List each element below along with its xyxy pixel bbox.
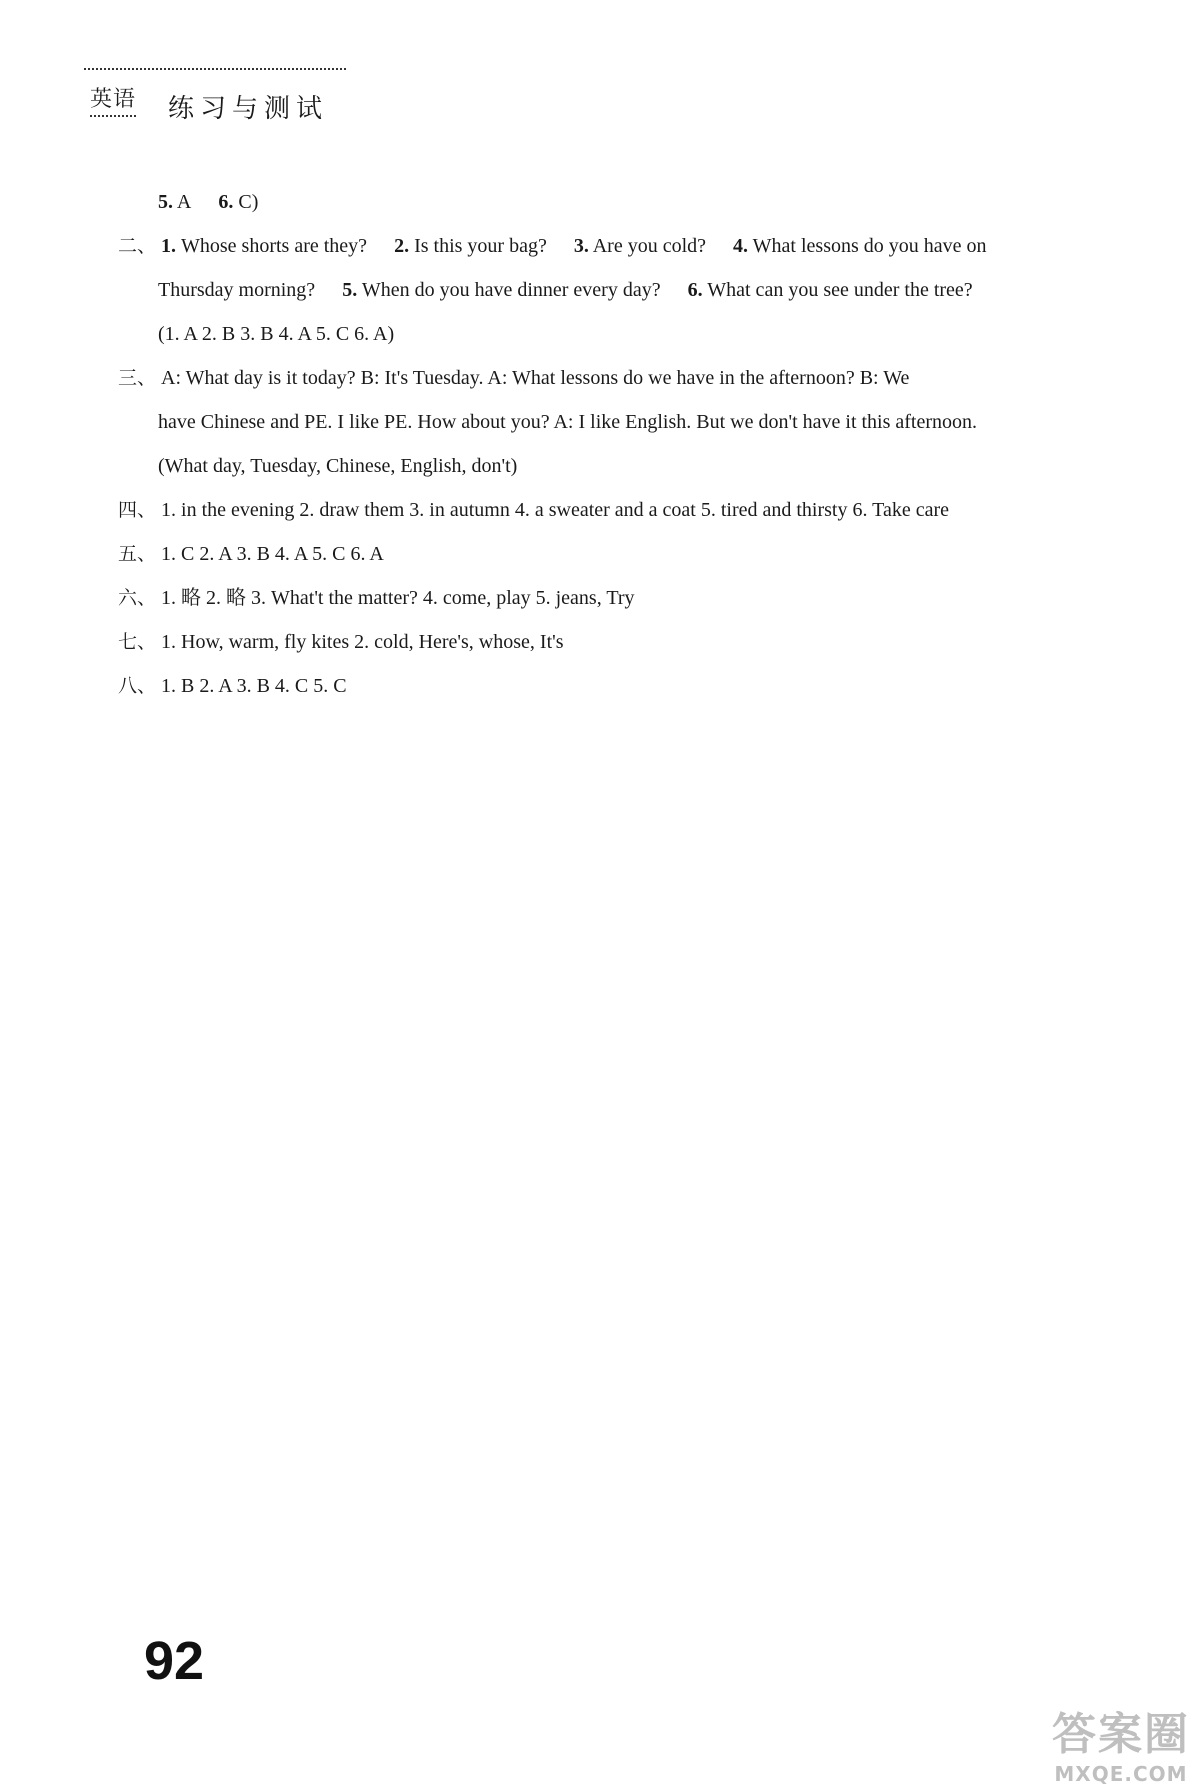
section-label: 五、 xyxy=(118,543,157,565)
item-number: 5. xyxy=(158,191,173,213)
section-answers: 1. How, warm, fly kites 2. cold, Here's, whose, It's xyxy=(161,631,564,653)
answer-content xyxy=(118,180,1148,708)
watermark-logo-text: 答案圈 xyxy=(1052,1709,1190,1760)
item-number: 5. xyxy=(342,279,358,301)
item-answer: Is this your bag? xyxy=(414,235,547,257)
item-number: 2. xyxy=(394,235,410,257)
page-number: 92 xyxy=(144,1631,205,1691)
book-title: 练习与测试 xyxy=(168,94,329,124)
header-dotted-rule xyxy=(84,68,346,70)
item-number: 6. xyxy=(218,191,234,213)
section-2-choices xyxy=(118,312,1148,356)
section-2-line-2 xyxy=(118,268,1148,312)
section-answers: 1. 略 2. 略 3. What't the matter? 4. come, play 5. jeans, Try xyxy=(161,587,635,609)
section-3-line-2 xyxy=(118,400,1148,444)
page-header xyxy=(84,68,346,124)
section-answers: 1. in the evening 2. draw them 3. in autumn 4. a sweater and a coat 5. tired and thirsty 6. Take care xyxy=(161,499,949,521)
section-7 xyxy=(118,620,1148,664)
item-answer: C) xyxy=(238,191,259,213)
section-4 xyxy=(118,488,1148,532)
item-answer: What can you see under the tree? xyxy=(707,279,973,301)
section-label: 七、 xyxy=(118,631,157,653)
section-label: 六、 xyxy=(118,587,157,609)
dialogue-text: A: What day is it today? B: It's Tuesday. A: What lessons do we have in the afternoon? B: We xyxy=(161,367,910,389)
site-watermark xyxy=(1052,1698,1190,1786)
section-6 xyxy=(118,576,1148,620)
item-number: 1. xyxy=(161,235,177,257)
section-label: 三、 xyxy=(118,367,157,389)
section-8 xyxy=(118,664,1148,708)
subject-label: 英语 xyxy=(90,82,136,117)
section-answers: 1. B 2. A 3. B 4. C 5. C xyxy=(161,675,347,697)
item-answer: Whose shorts are they? xyxy=(181,235,368,257)
section-label: 八、 xyxy=(118,675,157,697)
choice-answers: (1. A 2. B 3. B 4. A 5. C 6. A) xyxy=(158,323,395,345)
item-number: 4. xyxy=(733,235,749,257)
item-answer: Are you cold? xyxy=(592,235,707,257)
section-answers: 1. C 2. A 3. B 4. A 5. C 6. A xyxy=(161,543,384,565)
section-3-line-1 xyxy=(118,356,1148,400)
dialogue-text: have Chinese and PE. I like PE. How about you? A: I like English. But we don't have it this afternoon. xyxy=(158,411,978,433)
item-number: 6. xyxy=(687,279,703,301)
section-2-line-1 xyxy=(118,224,1148,268)
answer-line-continuation xyxy=(118,180,1148,224)
item-answer: When do you have dinner every day? xyxy=(361,279,661,301)
section-3-line-3 xyxy=(118,444,1148,488)
item-answer: A xyxy=(176,191,192,213)
watermark-url: MXQE.COM xyxy=(1054,1762,1188,1786)
item-answer: What lessons do you have on xyxy=(752,235,987,257)
item-number: 3. xyxy=(573,235,589,257)
keyword-answers: (What day, Tuesday, Chinese, English, don't) xyxy=(158,455,518,477)
section-label: 二、 xyxy=(118,235,157,257)
section-5 xyxy=(118,532,1148,576)
item-answer: Thursday morning? xyxy=(158,279,316,301)
section-label: 四、 xyxy=(118,499,157,521)
